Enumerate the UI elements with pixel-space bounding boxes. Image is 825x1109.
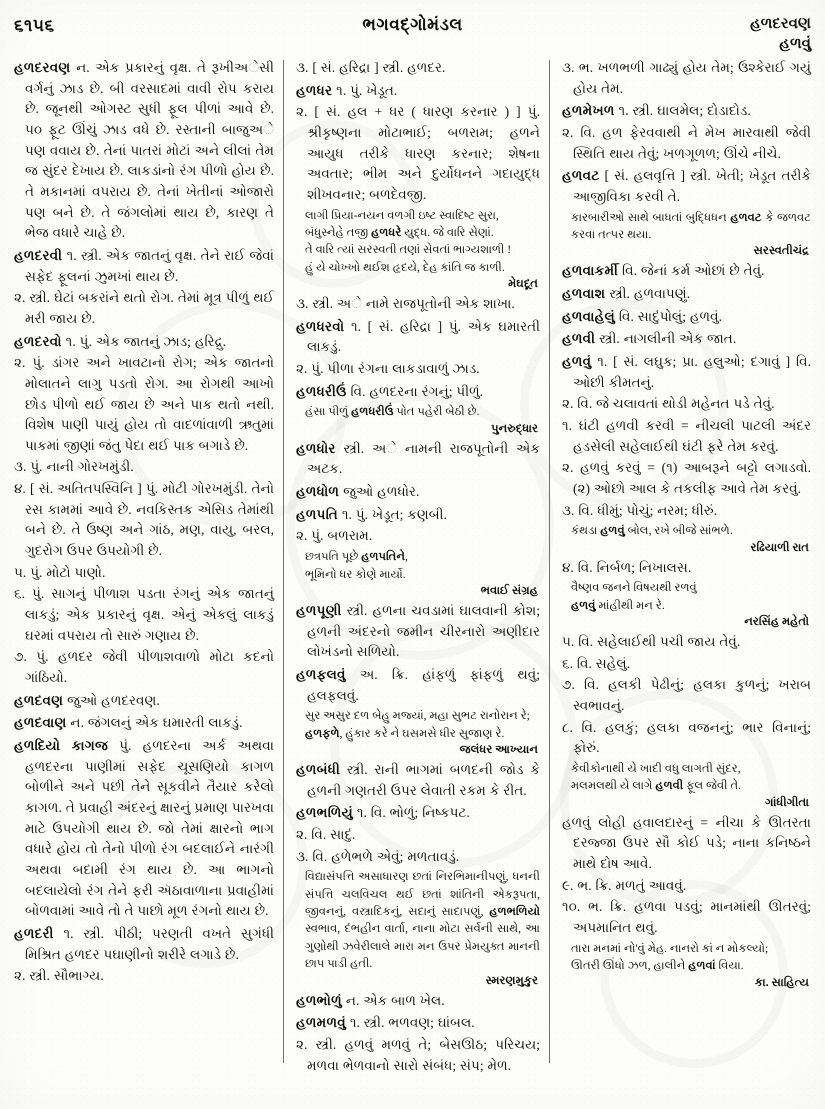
quotation-line: કંથડા હળવું બોલ, રખે બીજે સાંભળે. bbox=[571, 524, 733, 538]
dictionary-entry bbox=[296, 439, 540, 480]
entry-definition: હળવી સ્ત્રી. નાગલીની એક જાત. bbox=[562, 331, 737, 347]
quotation-line: તે વારિ ત્યાં સરસ્વતી તણાં સેવતાં ભાગ્યશાળી ! bbox=[305, 243, 512, 257]
quotation bbox=[296, 548, 540, 583]
quotation-line: તારા મનમાં નો'વું મેહ. નાનરો કાં ન મોકલ્યો; bbox=[571, 941, 769, 955]
quotation bbox=[296, 707, 540, 742]
sense-definition: ૨. હળવું કરવું = (૧) આબરૂને બટ્ટો લગાડવો. (૨) ઓછો આલ કે તકલીફ આવે તેમ કરવું. bbox=[562, 460, 811, 496]
quotation-line: સુર અસુર દળ બેહુ મજ્યાં, મહા સુભટ રાનોરાન રે; bbox=[305, 709, 530, 723]
dictionary-entry bbox=[562, 101, 811, 164]
dictionary-entry bbox=[296, 1013, 540, 1076]
book-title: ભગવદ્ગોમંડલ bbox=[362, 15, 463, 34]
quotation-source: પુનરુદ્ધાર bbox=[491, 421, 538, 435]
dictionary-entry bbox=[296, 601, 540, 663]
guide-word-last: હળવું bbox=[779, 36, 811, 53]
dictionary-entry bbox=[562, 261, 811, 282]
quotation bbox=[562, 522, 811, 539]
dictionary-entry bbox=[562, 166, 811, 258]
dictionary-entry bbox=[14, 332, 274, 689]
quotation-line: ઊતરી ઊંધો ઝળ, હાલીને હળવાં વિયા. bbox=[571, 959, 744, 973]
dictionary-entry bbox=[296, 317, 540, 380]
entry-definition: હળબંધી સ્ત્રી. રાની ભાગમાં બળદની જોડ કે હળની ગણતરી ઉપર લેવાતી રકમ કે રીત. bbox=[296, 761, 540, 798]
quotation-line: હળફળે, હુંકાર કરે ને ઘસમસે ધીર સુજાણ રે. bbox=[305, 726, 505, 740]
dictionary-entry bbox=[296, 382, 540, 436]
dictionary-entry bbox=[562, 352, 811, 990]
sense-definition: ૩. પું. નાની ગોરખમુંડી. bbox=[14, 459, 134, 475]
entry-definition: હળદરવો ૧. પું. એક જાતનું ઝાડ; હરિદ્રુ. bbox=[14, 333, 227, 349]
entry-definition: હળવાશ સ્ત્રી. હળવાપણું. bbox=[562, 286, 690, 302]
quotation-line: કારબારીઓ સાથે બાધતાં બુદ્ધિધન હળવટ કે જળવટ કરવા તત્પર થયા. bbox=[571, 210, 811, 241]
sense-definition: ૨. વિ. જે ચલાવતાં થોડી મહેનત પડે તેવું. bbox=[562, 396, 775, 412]
sense-definition: ૨. પું. બળરામ. bbox=[296, 528, 373, 544]
sense-definition: ૭. વિ. હલકી પેઢીનું; હલકા કુળનું; ખરાબ સ્વભાવનું. bbox=[562, 677, 811, 714]
entry-definition: હળધરીઉં વિ. હળદરના રંગનું; પીળું. bbox=[296, 383, 484, 399]
sense-definition: ૫. પું. મોટો પાણો. bbox=[14, 564, 106, 580]
entry-definition: હળદરી ૧. સ્ત્રી. પીઠી; પરણતી વખતે સુગંધી મિશ્રિત હળદર પઘાણીનો શરીરે લગાડે છે. bbox=[14, 925, 274, 962]
sense-definition: ૯. ભ. ક્રિ. મળતું આવવું. bbox=[562, 877, 687, 893]
dictionary-entry bbox=[14, 58, 274, 244]
dictionary-entry bbox=[296, 665, 540, 757]
sense-definition: ૨. પું. પીળા રંગના લાકડાવાળું ઝાડ. bbox=[296, 361, 480, 377]
sense-definition: ૨. વિ. સાદું. bbox=[296, 826, 356, 842]
quotation bbox=[562, 760, 811, 795]
entry-definition: હળદવાણ ન. જંગલનું એક ઘમારતી લાકડું. bbox=[14, 715, 243, 731]
sense-definition: ૩. વિ. ધીમું; પોચું; નરમ; ધીરું. bbox=[562, 502, 718, 518]
entry-definition: હળધરવો ૧. [ સં. હરિદ્રા ] પું. એક ઘમારતી લાકડું. bbox=[296, 318, 540, 355]
entry-definition: હળદવણ જુઓ હળદરવણ. bbox=[14, 692, 160, 708]
sense-definition: ૩. વિ. હળેભળે એવું; મળતાવડું. bbox=[296, 848, 460, 864]
entry-definition: હળપૂણી સ્ત્રી. હળના ચવડામાં ઘાલવાની કોશ; હળની અંદરનો જમીન ચીરનારો અણીદાર લોખંડનો સળિયો. bbox=[296, 602, 540, 660]
sense-definition: ૩. સ્ત્રી. અે નામે રાજપૂતોની એક શાખા. bbox=[296, 296, 515, 312]
quotation-source: રઢિયાળી રાત bbox=[750, 540, 809, 554]
dictionary-entry bbox=[14, 713, 274, 734]
sense-definition: ૧. ઘંટી હળવી કરવી = નીચલી પાટલી અંદર હડસેલી સહેલાઈથી ઘંટી ફરે તેમ કરવું. bbox=[562, 417, 811, 454]
quotation-line: લાગી પ્રિયા-નયન વળગી ઇષ્ટ સ્વાદિષ્ટ સુરા, bbox=[305, 208, 499, 222]
quotation-line: હું યે ચોખ્ખો થઈશ હૃદયે, દેહ કાંતિ જ કાળી. bbox=[305, 260, 505, 274]
quotation-line: છત્રપતિ પૂછે હળપતિને, bbox=[305, 550, 408, 564]
text-columns bbox=[0, 58, 825, 1103]
quotation-line: વિદ્યાસંપત્તિ અસાધારણ છતાં નિરભિમાનીપણું, ધનની સંપત્તિ ચલવિચલ થઈ છતાં શાંતિની એકરૂપતા, જીવનનું, વસ્ત્રાદિકનું, સદાનું સાદાપણું, હળભળિયો સ્વભાવ, દંભહીન વાર્તા, નાના મોટા સર્વની સાથે, આ ગુણોથી ઝવેરીલાલે મારા મન ઉપર પ્રેમયુક્ત માનની છાપ પાડી હતી. bbox=[305, 870, 540, 971]
quotation bbox=[562, 940, 811, 975]
dictionary-entry bbox=[14, 691, 274, 712]
sense-definition: ૬. પું. સાગનું પીળાશ પડતા રંગનું એક જાતનું લાકડું; એક પ્રકારનું વૃક્ષ. એનું એકલું લાકડું ઘરમાં વપરાય તો સારું ગણાય છે. bbox=[14, 586, 274, 643]
quotation bbox=[562, 579, 811, 614]
entry-definition: હળપતિ ૧. પું. ખેડૂત; કણબી. bbox=[296, 506, 447, 522]
quotation bbox=[296, 207, 540, 277]
page-header bbox=[0, 0, 825, 58]
quotation-line: મલમલથી યે લાગે હળવી ફૂલ જેવી તે. bbox=[571, 779, 742, 793]
quotation bbox=[296, 403, 540, 420]
dictionary-entry bbox=[296, 803, 540, 987]
entry-definition: હળમેખળ ૧. સ્ત્રી. ઘાલમેલ; દોડાદોડ. bbox=[562, 103, 751, 119]
sense-definition: ૨. સ્ત્રી. ઘેટાં બકરાંને થતો રોગ. તેમાં મૂત્ર પીળું થઈ મરી જાય છે. bbox=[14, 290, 274, 326]
quotation-line: ભૂમિનો ધર કોણે માર્યો. bbox=[305, 567, 406, 581]
dictionary-entry bbox=[296, 505, 540, 598]
sense-definition: હળવું લોહી હવાલદારનું = નીચા કે ઊતરતા દરજ્જા ઉપર સૌ કોઈ પડે; નાના કનિષ્ઠને માથે દોષ આવે. bbox=[562, 814, 811, 872]
dictionary-entry bbox=[562, 307, 811, 328]
dictionary-entry bbox=[296, 482, 540, 503]
column-middle bbox=[284, 58, 550, 1103]
dictionary-entry bbox=[14, 736, 274, 922]
sense-definition: ૨. સ્ત્રી. સૌભાગ્ય. bbox=[14, 968, 104, 984]
dictionary-entry bbox=[14, 246, 274, 330]
dictionary-entry bbox=[562, 284, 811, 305]
entry-definition: હળધોળ જુઓ હળધોર. bbox=[296, 484, 420, 500]
quotation bbox=[562, 209, 811, 244]
quotation-line: વૈષ્ણવ જનને વિષયથી રળવું bbox=[571, 581, 697, 595]
entry-definition: હળવાહેલું વિ. સાદુંપોલું; હળવું. bbox=[562, 308, 723, 324]
dictionary-entry bbox=[296, 760, 540, 801]
quotation-line: હળવું માંહીથી મન રે. bbox=[571, 598, 665, 612]
sense-definition: ૬. વિ. સહેલું. bbox=[562, 655, 631, 671]
quotation-source: ગાંધીગીતા bbox=[765, 795, 809, 809]
sense-definition: ૨. સ્ત્રી. હળવું મળવું તે; બેસઊઠ; પરિચય; મળવા ભેળવાનો સારો સંબંધ; સંપ; મેળ. bbox=[296, 1036, 540, 1073]
entry-definition: હળધર ૧. પું. ખેડૂત. bbox=[296, 82, 398, 98]
entry-definition: હળભોળું ન. એક બાળ ખેલ. bbox=[296, 992, 445, 1008]
sense-definition: ૨. [ સં. હલ + ધર ( ધારણ કરનાર ) ] પું. શ્રીકૃષ્ણના મોટાભાઈ; બળરામ; હળને આયુધ તરીકે ધારણ કરનાર; શેષના અવતાર; ભીમ અને દુર્યોધનને ગદાયુદ્ધ શીખવનાર; બળદેવજી. bbox=[296, 104, 540, 202]
quotation-source: મેઘદૂત bbox=[508, 277, 538, 291]
sense-definition: ૪. વિ. નિર્બળ; નિખાલસ. bbox=[562, 559, 692, 575]
entry-definition: હળમળવું ૧. સ્ત્રી. ભળવણ; ઘાંબલ. bbox=[296, 1015, 475, 1031]
page-number: ૬૧૫૬ bbox=[14, 16, 55, 35]
entry-definition: હળદિયો કાગજ પું. હળદરના અર્ક અથવા હળદરના પાણીમાં સફેદ ચૂસણિયો કાગળ બોળીને અને પછી તેને સૂકવીને તૈયાર કરેલો કાગળ. તે પ્રવાહી અંદરનું ક્ષારનું પ્રમાણ પારખવા માટે ઉપયોગી થાય છે. જો તેમાં ક્ષારનો ભાગ વધારે હોય તો તેનો પીળો રંગ બદલાઈને નારંગી અથવા બદામી રંગ થાય છે. આ ભાગનો બદલાયેલો રંગ તેને ફરી ઍઠાવાળાના પ્રવાહીમાં બોળવામાં આવે તો તે પાછો મૂળ રંગનો થાય છે. bbox=[14, 738, 274, 919]
quotation-source: કા. સાહિત્ય bbox=[754, 975, 809, 989]
quotation bbox=[296, 868, 540, 972]
quotation-source: જલંધર આખ્યાન bbox=[459, 742, 538, 756]
quotation-line: કેવીકોનાથી યે ખાદી વધુ લાગતી સુંદર, bbox=[571, 762, 741, 776]
dictionary-entry bbox=[14, 924, 274, 987]
entry-definition: હળદરવી ૧. સ્ત્રી. એક જાતનું વૃક્ષ. તેને રાઈ જેવાં સફેદ ફૂલનાં ઝુમખાં થાય છે. bbox=[14, 247, 274, 284]
entry-definition: હળદરવણ ન. એક પ્રકારનું વૃક્ષ. તે રૂખીઅેસી વર્ગનું ઝાડ છે. બી વરસાદમાં વાવી રોપ કરાય છે. જૂનથી ઓગસ્ટ સુધી ફૂલ પીળાં આવે છે. ૫૦ ફૂટ ઊંચું ઝાડ વધે છે. રસ્તાની બાજુઅે પણ વવાય છે. તેનાં પાતરાં મોટાં અને લીલાં તેમ જ સુંદર દેખાય છે. લાકડાંનો રંગ પીળો હોય છે. તે મકાનમાં વપરાય છે. તેનાં ખેતીનાં ઓજારો પણ બને છે. તે જંગલોમાં થાય છે, કારણ તે ભેજ વધારે ચાહે છે. bbox=[14, 60, 274, 241]
entry-definition: હળવટ [ સં. હલવૃત્તિ ] સ્ત્રી. ખેતી; ખેડૂત તરીકે આજીવિકા કરવી તે. bbox=[562, 168, 811, 204]
column-right bbox=[550, 58, 825, 1103]
quotation-source: નરસિંહ મહેતો bbox=[744, 615, 809, 629]
entry-definition: હળફલવું અ. ક્રિ. હાંફળું ફાંફળું થવું; હલફલવું. bbox=[296, 666, 540, 703]
sense-definition: ૭. પું. હળદર જેવી પીળાશવાળો મોટા કદનો ગાંઠિયો. bbox=[14, 649, 274, 686]
quotation-line: બંધુસ્નેહે તજી હળધરે યુદ્ધ. જે વારિ સેણાં. bbox=[305, 225, 494, 239]
sense-definition: ૧૦. ભ. ક્રિ. હળવા પડવું; માનમાંથી ઊતરવું; અપમાનિત થવું. bbox=[562, 899, 811, 936]
quotation-line: હંસા પીળું હળધરીઉં પોત પહેરી બેઠી છે. bbox=[305, 405, 480, 419]
entry-definition: હળભળિયું ૧. વિ. ભોળું; નિષ્કપટ. bbox=[296, 805, 470, 821]
sense-definition: ૫. વિ. સહેલાઈથી પચી જાય તેવું. bbox=[562, 634, 741, 650]
dictionary-entry bbox=[296, 58, 540, 79]
sense-definition: ૪. [ સં. અતિતપસ્વિનિ ] પું. મોટી ગોરખમુંડી. તેનો રસ કામમાં આવે છે. નવકિસ્તક એસિડ તેમાંથી બને છે. તે ઉષ્ણ અને ગાંઠ, મણ, વાયુ, બરલ, ગુદરોગ ઉપર ઉપયોગી છે. bbox=[14, 481, 274, 559]
guide-words bbox=[750, 14, 811, 55]
entry-definition: હળવું ૧. [ સં. લઘુક; પ્રા. હલુઓ; દગાવું ] વિ. ઓછી કીમતનું. bbox=[562, 354, 811, 390]
dictionary-entry bbox=[562, 58, 811, 99]
dictionary-entry bbox=[562, 329, 811, 350]
sense-definition: ૮. વિ. હલકું; હલકા વજનનું; ભાર વિનાનું; ફોરું. bbox=[562, 719, 811, 756]
dictionary-entry bbox=[296, 991, 540, 1012]
sense-definition: ૨. પું. ડાંગર અને ખાવટાનો રોગ; એક જાતનો મોલાતને લાગુ પડતો રોગ. આ રોગથી આખો છોડ પીળો થઈ જાય છે અને પાક થતો નથી. વિશેષ પાણી પાયું હોય તો વાદળાંવાળી ઋતુમાં પાકમાં જીણાં જંતુ પેદા થઈ પાક બગાડે છે. bbox=[14, 355, 274, 453]
sense-definition: ૩. ભ. ખળભળી ગાઢ્યું હોય તેમ; ઉશ્કેરાઈ ગયું હોય તેમ. bbox=[562, 60, 811, 96]
sense-definition: ૨. વિ. હળ ફેરવવાથી ને મેખ મારવાથી જેવી સ્થિતિ થાય તેવું; ખળગૂળળ; ઊંચે નીચે. bbox=[562, 124, 811, 161]
quotation-source: ભવાઈ સંગ્રહ bbox=[480, 583, 538, 597]
quotation-source: સરસ્વતીચંદ્ર bbox=[753, 244, 809, 258]
sense-definition: ૩. [ સં. હરિદ્રા ] સ્ત્રી. હળદર. bbox=[296, 60, 446, 75]
entry-definition: હળધોર સ્ત્રી. અે નામની રાજપૂતોની એક અટક. bbox=[296, 440, 540, 477]
guide-word-first: હળદરવણ bbox=[750, 16, 811, 32]
dictionary-entry bbox=[296, 81, 540, 315]
quotation-source: સ્મરણમુકુર bbox=[485, 973, 538, 987]
entry-definition: હળવાકર્મી વિ. જેનાં કર્મ ઓછાં છે તેવું. bbox=[562, 263, 765, 279]
column-left bbox=[0, 58, 284, 1103]
